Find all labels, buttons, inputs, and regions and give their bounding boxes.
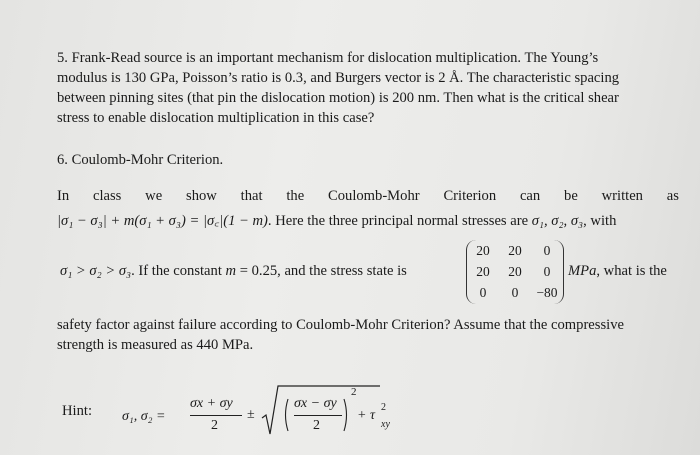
matrix-row <box>467 261 563 282</box>
q6-word: written <box>601 188 643 204</box>
matrix-cell: 20 <box>508 264 522 279</box>
formula-denominator: 2 <box>211 418 218 433</box>
q6-word: be <box>564 188 578 204</box>
q6-line-3-text: . If the constant <box>131 263 226 279</box>
formula-tau: + τ <box>357 408 375 423</box>
q6-line-3-mid: = 0.25, and the stress state is <box>236 263 407 279</box>
q6-line-2 <box>57 210 616 230</box>
matrix-row <box>467 240 563 261</box>
q6-word: Criterion <box>443 188 497 204</box>
q6-line-3-tail: , what is the <box>596 263 667 279</box>
formula-tau-subscript: xy <box>381 419 390 430</box>
q5-line-3: between pinning sites (that pin the dislocation motion) is 200 nm. Then what is the critical shear <box>57 90 619 106</box>
matrix-row <box>467 282 563 303</box>
q6-word: that <box>240 188 263 204</box>
matrix-cell: 0 <box>511 285 519 300</box>
formula-lhs: σ₁, σ₂ = <box>122 409 166 424</box>
q6-heading: 6. Coulomb-Mohr Criterion. <box>57 152 224 168</box>
q6-line-3-after <box>568 263 667 280</box>
matrix-cell: 20 <box>508 243 522 258</box>
matrix-cell: 0 <box>479 285 487 300</box>
q6-line-5: strength is measured as 440 MPa. <box>57 337 254 353</box>
matrix-cell: 0 <box>543 264 551 279</box>
q6-line-2-end: , with <box>583 213 617 229</box>
q6-word: Coulomb-Mohr <box>328 188 420 204</box>
q5-line-2: modulus is 130 GPa, Poisson’s ratio is 0.3, and Burgers vector is 2 Å. The characteristic spacing <box>57 70 620 86</box>
formula-numerator-diff: σx − σy <box>294 396 337 411</box>
q6-line-3 <box>60 263 407 280</box>
q6-word: In <box>57 188 70 204</box>
q6-line-2-text: . Here the three principal normal stresses are <box>267 213 532 229</box>
q5-line-1: 5. Frank-Read source is an important mechanism for dislocation multiplication. The Young’s <box>57 50 599 66</box>
q6-word: show <box>186 188 217 204</box>
q6-word: the <box>286 188 305 204</box>
q6-line-4: safety factor against failure according to Coulomb-Mohr Criterion? Assume that the compressive <box>57 317 624 333</box>
fraction-bar <box>190 415 242 416</box>
q6-line-1 <box>57 188 679 205</box>
formula-exponent: 2 <box>351 386 357 398</box>
stress-ordering: σ₁ > σ₂ > σ₃ <box>60 263 132 279</box>
principal-stresses: σ₁, σ₂, σ₃ <box>531 213 584 229</box>
matrix-cell: 20 <box>476 243 490 258</box>
unit-mpa: MPa <box>568 263 597 279</box>
formula-numerator-sum: σx + σy <box>190 396 233 411</box>
stress-matrix <box>466 240 564 304</box>
coulomb-mohr-equation: |σ₁ − σ₃| + m(σ₁ + σ₃) = |σ꜀|(1 − m) <box>57 213 268 229</box>
q6-word: we <box>145 188 163 204</box>
formula-tau-exponent: 2 <box>381 402 386 413</box>
matrix-cell: 0 <box>543 243 551 258</box>
formula-denominator: 2 <box>313 418 320 433</box>
matrix-cell: −80 <box>536 285 558 300</box>
fraction-bar <box>294 415 342 416</box>
plus-minus-symbol: ± <box>247 407 255 422</box>
q6-word: class <box>92 188 122 204</box>
q6-word: as <box>666 188 679 204</box>
q6-word: can <box>519 188 541 204</box>
hint-label: Hint: <box>62 403 92 419</box>
hint-formula <box>122 380 392 440</box>
q5-line-4: stress to enable dislocation multiplication in this case? <box>57 110 375 126</box>
matrix-cell: 20 <box>476 264 490 279</box>
constant-m: m <box>225 263 237 279</box>
